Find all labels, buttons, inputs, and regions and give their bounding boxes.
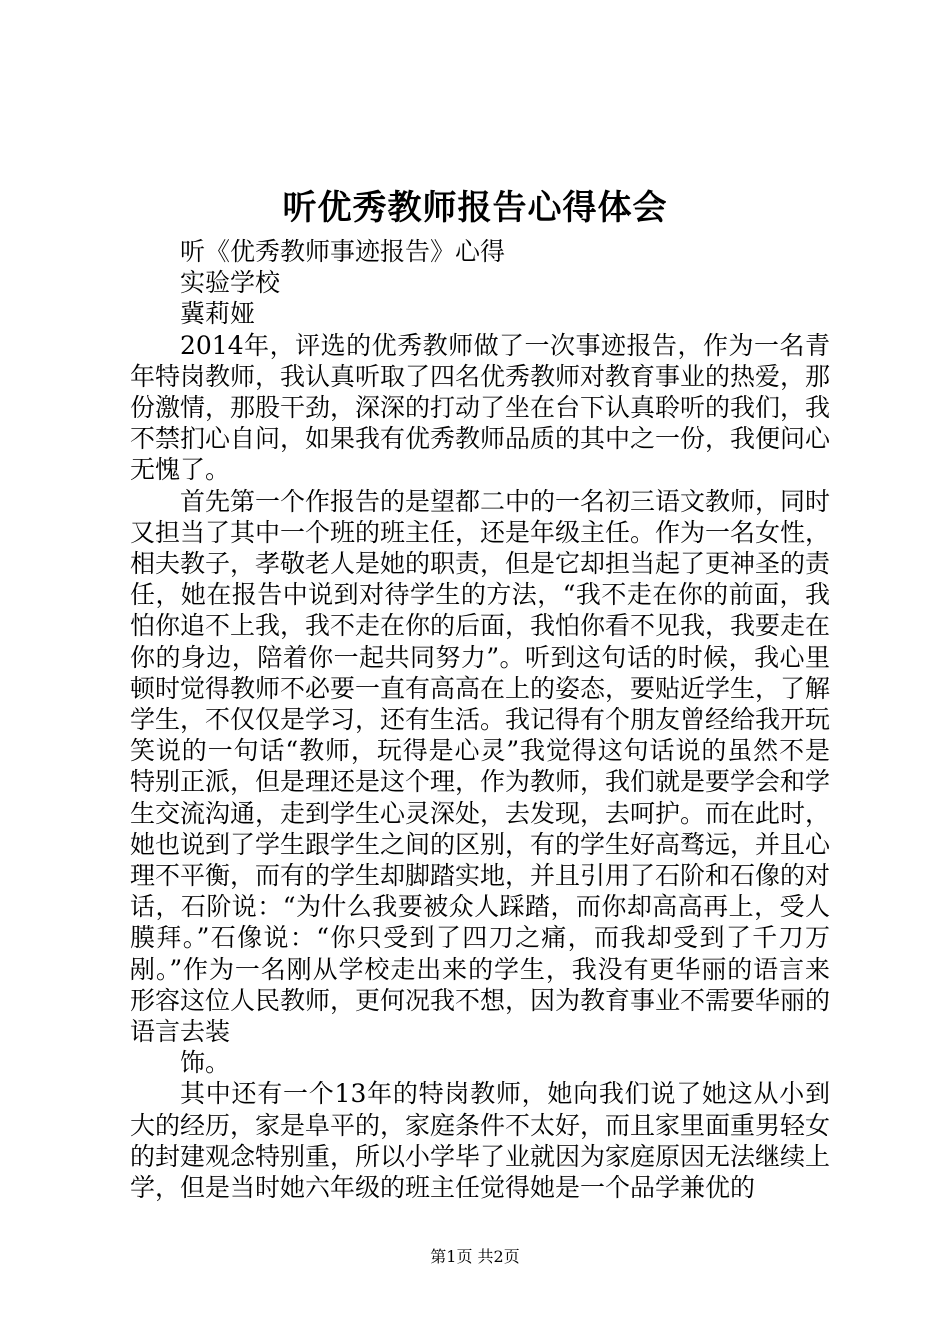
paragraph-continuation: 饰。 [180,1048,231,1078]
paragraph-school: 实验学校 [180,268,281,298]
paragraph-intro: 2014年，评选的优秀教师做了一次事迹报告，作为一名青年特岗教师，我认真听取了四名优秀教师对教育事业的热爱，那份激情，那股干劲，深深的打动了坐在台下认真聆听的我们，我不禁扪心自问，如果我有优秀教师品质的其中之一份，我便问心无愧了。 [130,330,831,485]
document-body [130,236,830,1203]
page-footer: 第1页 共2页 [430,1247,520,1266]
paragraph-first-teacher: 首先第一个作报告的是望都二中的一名初三语文教师，同时又担当了其中一个班的班主任，还是年级主任。作为一名女性，相夫教子，孝敬老人是她的职责，但是它却担当起了更神圣的责任，她在报告中说到对待学生的方法，“我不走在你的前面，我怕你追不上我，我不走在你的后面，我怕你看不见我，我要走在你的身边，陪着你一起共同努力”。听到这句话的时候，我心里顿时觉得教师不必要一直有高高在上的姿态，要贴近学生，了解学生，不仅仅是学习，还有生活。我记得有个朋友曾经给我开玩笑说的一句话“教师，玩得是心灵”我觉得这句话说的虽然不是特别正派，但是理还是这个理，作为教师，我们就是要学会和学生交流沟通，走到学生心灵深处，去发现，去呵护。而在此时，她也说到了学生跟学生之间的区别，有的学生好高骛远，并且心理不平衡，而有的学生却脚踏实地，并且引用了石阶和石像的对话，石阶说：“为什么我要被众人踩踏，而你却高高再上，受人膜拜。”石像说：“你只受到了四刀之痛，而我却受到了千刀万剐。”作为一名刚从学校走出来的学生，我没有更华丽的语言来形容这位人民教师，更何况我不想，因为教育事业不需要华丽的语言去装 [130,486,831,1047]
paragraph-author: 冀莉娅 [180,299,256,329]
document-title: 听优秀教师报告心得体会 [282,188,668,228]
paragraph-second-teacher: 其中还有一个13年的特岗教师，她向我们说了她这从小到大的经历，家是阜平的，家庭条件不太好，而且家里面重男轻女的封建观念特别重，所以小学毕了业就因为家庭原因无法继续上学，但是当时她六年级的班主任觉得她是一个品学兼优的 [130,1079,831,1203]
paragraph-subtitle: 听《优秀教师事迹报告》心得 [180,237,506,266]
